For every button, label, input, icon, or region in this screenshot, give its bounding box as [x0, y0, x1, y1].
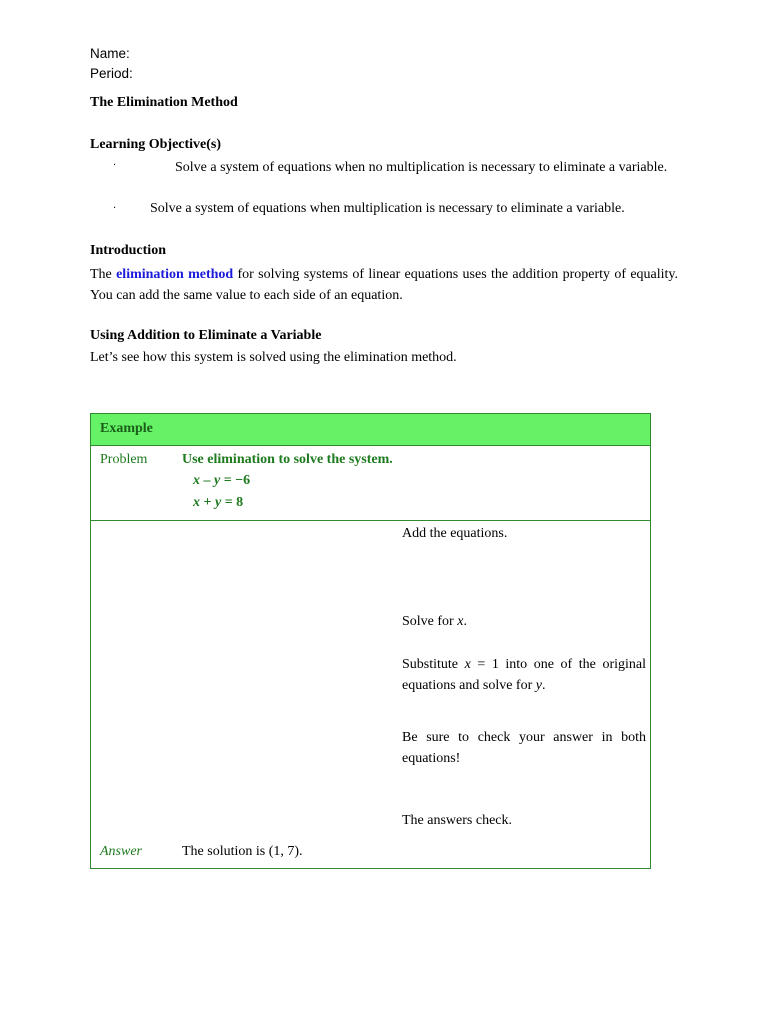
step-solve	[402, 614, 467, 630]
step-substitute-var-x: x	[464, 657, 471, 672]
objectives-heading: Learning Objective(s)	[90, 137, 222, 152]
objective-item-1: Solve a system of equations when no multiplication is necessary to eliminate a variable.	[175, 160, 668, 175]
equation-2-var-y: y	[214, 495, 222, 510]
equation-1-rhs: = −6	[220, 473, 251, 488]
step-substitute-var-y: y	[535, 678, 542, 693]
problem-label: Problem	[100, 452, 148, 467]
introduction-text-end: for solving systems of linear equations uses the addition property of equality. You can add the same value to each side of an equation.	[90, 267, 679, 303]
introduction-heading: Introduction	[90, 243, 166, 258]
introduction-paragraph	[90, 264, 678, 306]
step-substitute-end: .	[541, 678, 546, 693]
example-divider	[91, 520, 650, 521]
answer-label: Answer	[100, 844, 142, 859]
step-substitute-text: Substitute	[402, 657, 465, 672]
step-solve-var: x	[457, 614, 464, 629]
problem-text: Use elimination to solve the system.	[182, 452, 393, 467]
equation-1-operator: –	[200, 473, 214, 488]
objective-item-2: Solve a system of equations when multiplication is necessary to eliminate a variable.	[150, 201, 625, 216]
period-label: Period:	[90, 66, 133, 81]
name-label: Name:	[90, 46, 130, 61]
step-solve-text: Solve for	[402, 614, 458, 629]
step-substitute-middle: = 1 into one of the original equations and solve for	[402, 657, 646, 693]
equation-2-rhs: = 8	[221, 495, 244, 510]
equation-2	[193, 495, 243, 511]
example-header	[91, 414, 650, 446]
example-title: Example	[100, 421, 153, 436]
step-solve-end: .	[463, 614, 467, 629]
example-box	[90, 413, 651, 869]
step-checks-ok: The answers check.	[402, 813, 513, 828]
equation-2-operator: +	[200, 495, 215, 510]
equation-1-var-x: x	[193, 473, 200, 488]
equation-1-var-y: y	[214, 473, 221, 488]
equation-1	[193, 473, 250, 489]
bullet-icon: ·	[113, 160, 117, 171]
answer-text: The solution is (1, 7).	[182, 844, 303, 859]
step-check: Be sure to check your answer in both equations!	[402, 730, 646, 766]
step-add: Add the equations.	[402, 526, 508, 541]
bullet-icon: ·	[113, 203, 117, 214]
equation-2-var-x: x	[193, 495, 200, 510]
section-heading: Using Addition to Eliminate a Variable	[90, 328, 322, 343]
step-substitute	[402, 654, 646, 696]
page-title: The Elimination Method	[90, 95, 238, 110]
section-lead: Let’s see how this system is solved using the elimination method.	[90, 350, 457, 365]
introduction-text-start: The	[90, 267, 117, 282]
elimination-method-term: elimination method	[116, 267, 234, 282]
